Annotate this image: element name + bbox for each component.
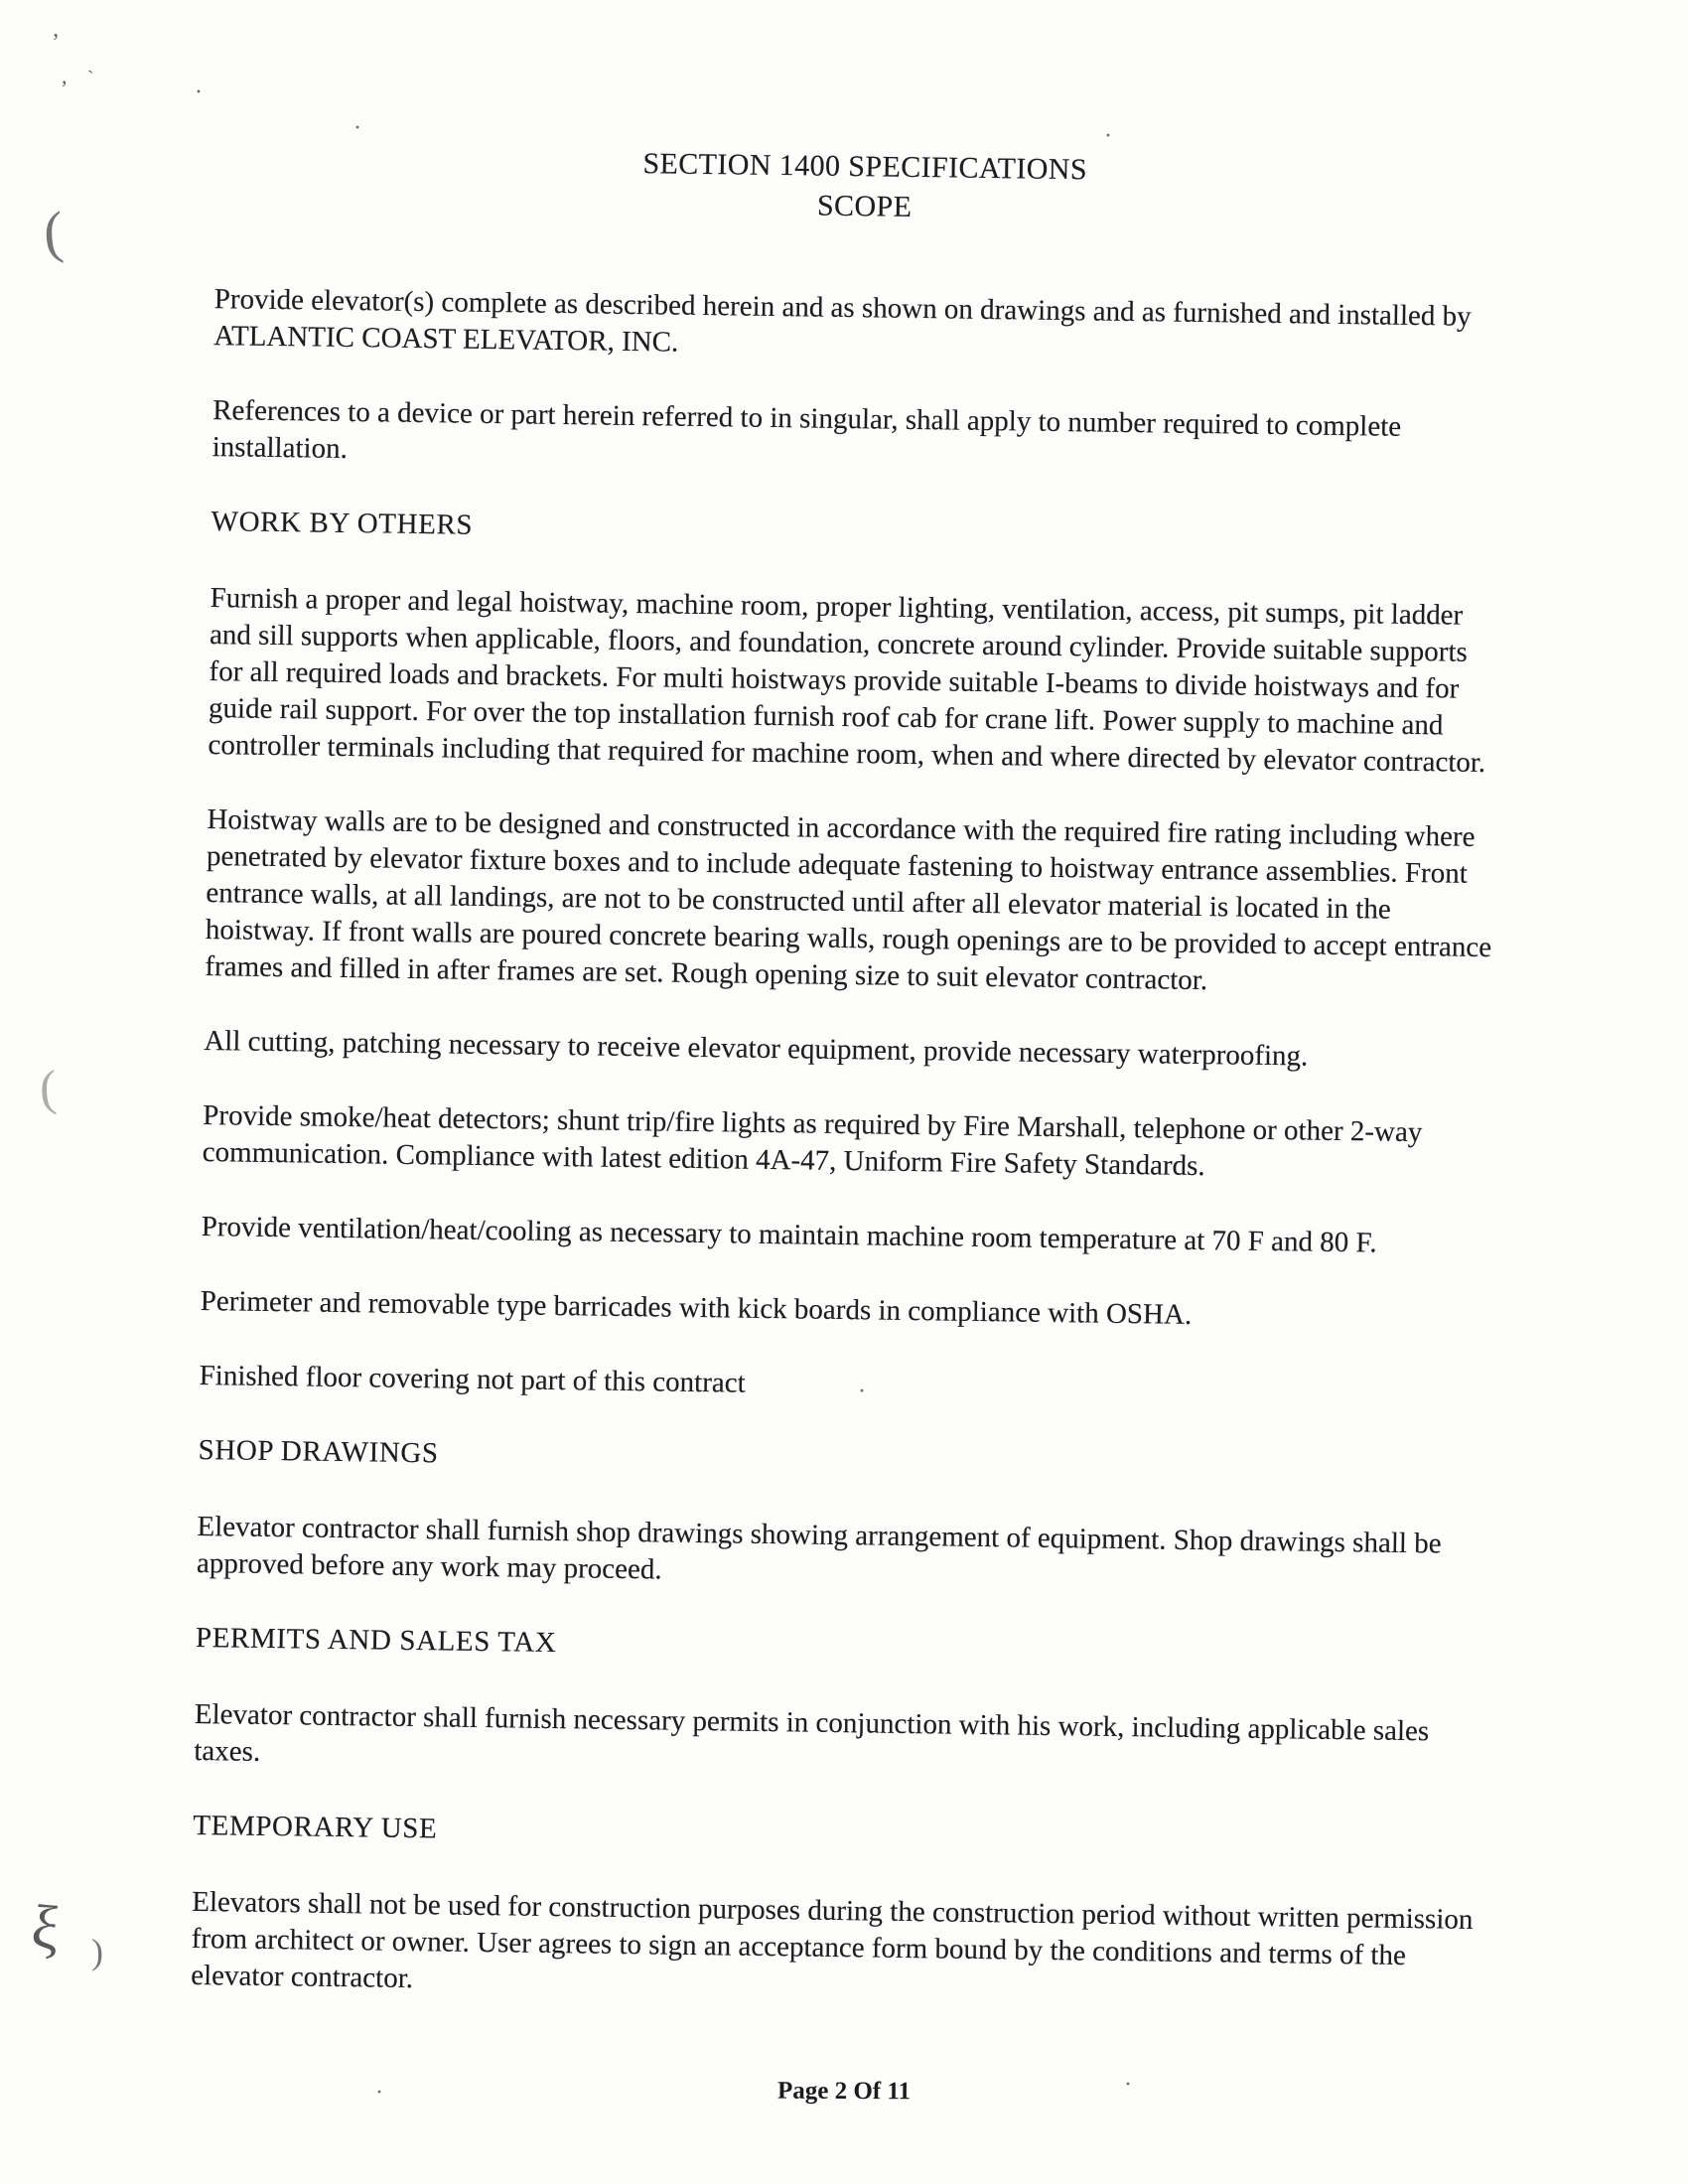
paragraph: Furnish a proper and legal hoistway, machine room, proper lighting, ventilation, access, pit sumps, pit ladder and sill supports when applicable, floors, and foundation, concrete around cylinder. Provide suitable supports for all required loads and brackets. For multi hoistways provide suitable I-beams to divide hoistways and for guide rail support. For over the top installation furnish roof cab for crane lift. Power supply to machine and controller terminals including that required for machine room, when and where directed by elevator contractor.	[208, 582, 1486, 780]
scan-artifact: ·	[353, 115, 361, 141]
paragraph: Hoistway walls are to be designed and constructed in accordance with the required fire rating including where penetrated by elevator fixture boxes and to include adequate fastening to hoistway entrance assemblies. Front entrance walls, at all landings, are not to be constructed until after all elevator material is located in the hoistway. If front walls are poured concrete bearing walls, rough openings are to be provided to accept entrance frames and filled in after frames are set. Rough opening size to suit elevator contractor.	[205, 803, 1492, 997]
document-body	[191, 281, 1512, 2012]
scan-artifact: )	[91, 1932, 103, 1971]
paragraph: Provide smoke/heat detectors; shunt trip/fire lights as required by Fire Marshall, telephone or other 2-way communication. Compliance with latest edition 4A-47, Uniform Fire Safety Standards.	[202, 1099, 1423, 1183]
paragraph: Provide elevator(s) complete as described herein and as shown on drawings and as furnished and installed by ATLANTIC COAST ELEVATOR, INC.	[213, 283, 1472, 359]
paragraph: Provide ventilation/heat/cooling as necessary to maintain machine room temperature at 70 F and 80 F.	[201, 1211, 1377, 1259]
page-footer: Page 2 Of 11	[776, 2077, 912, 2106]
section-heading: PERMITS AND SALES TAX	[195, 1621, 557, 1660]
paragraph: Elevators shall not be used for construction purposes during the construction period without written permission from architect or owner. User agrees to sign an acceptance form bound by the conditions and terms of the elevator contractor.	[190, 1885, 1474, 1995]
document-title	[215, 138, 1514, 235]
scan-artifact: ·	[375, 2080, 383, 2106]
scan-artifact: ξ	[28, 1892, 64, 1964]
scan-artifact: ·	[195, 79, 203, 105]
title-line-1: SECTION 1400 SPECIFICATIONS	[642, 147, 1088, 187]
scan-artifact: ˋ	[87, 68, 94, 89]
section-heading: WORK BY OTHERS	[211, 506, 474, 541]
paragraph: Finished floor covering not part of this contract	[199, 1359, 746, 1399]
scan-artifact: (	[38, 1059, 59, 1116]
scan-artifact: ’	[52, 30, 60, 56]
scan-artifact: (	[41, 199, 66, 265]
paragraph: Elevator contractor shall furnish shop drawings showing arrangement of equipment. Shop drawings shall be approved before any work may proceed.	[196, 1510, 1442, 1586]
section-heading: SHOP DRAWINGS	[198, 1433, 439, 1470]
paragraph: Elevator contractor shall furnish necessary permits in conjunction with his work, including applicable sales taxes.	[194, 1697, 1430, 1768]
scan-artifact: ·	[1104, 123, 1112, 149]
scan-artifact: ·	[858, 1379, 866, 1404]
scan-artifact: ·	[1124, 2072, 1132, 2098]
title-line-2: SCOPE	[816, 189, 913, 223]
paragraph: References to a device or part herein referred to in singular, shall apply to number required to complete installation.	[211, 394, 1402, 465]
paragraph: Perimeter and removable type barricades with kick boards in compliance with OSHA.	[200, 1284, 1193, 1331]
section-heading: TEMPORARY USE	[193, 1809, 438, 1845]
paragraph: All cutting, patching necessary to receive elevator equipment, provide necessary waterproofing.	[204, 1025, 1309, 1073]
scan-artifact: ,	[62, 64, 68, 88]
